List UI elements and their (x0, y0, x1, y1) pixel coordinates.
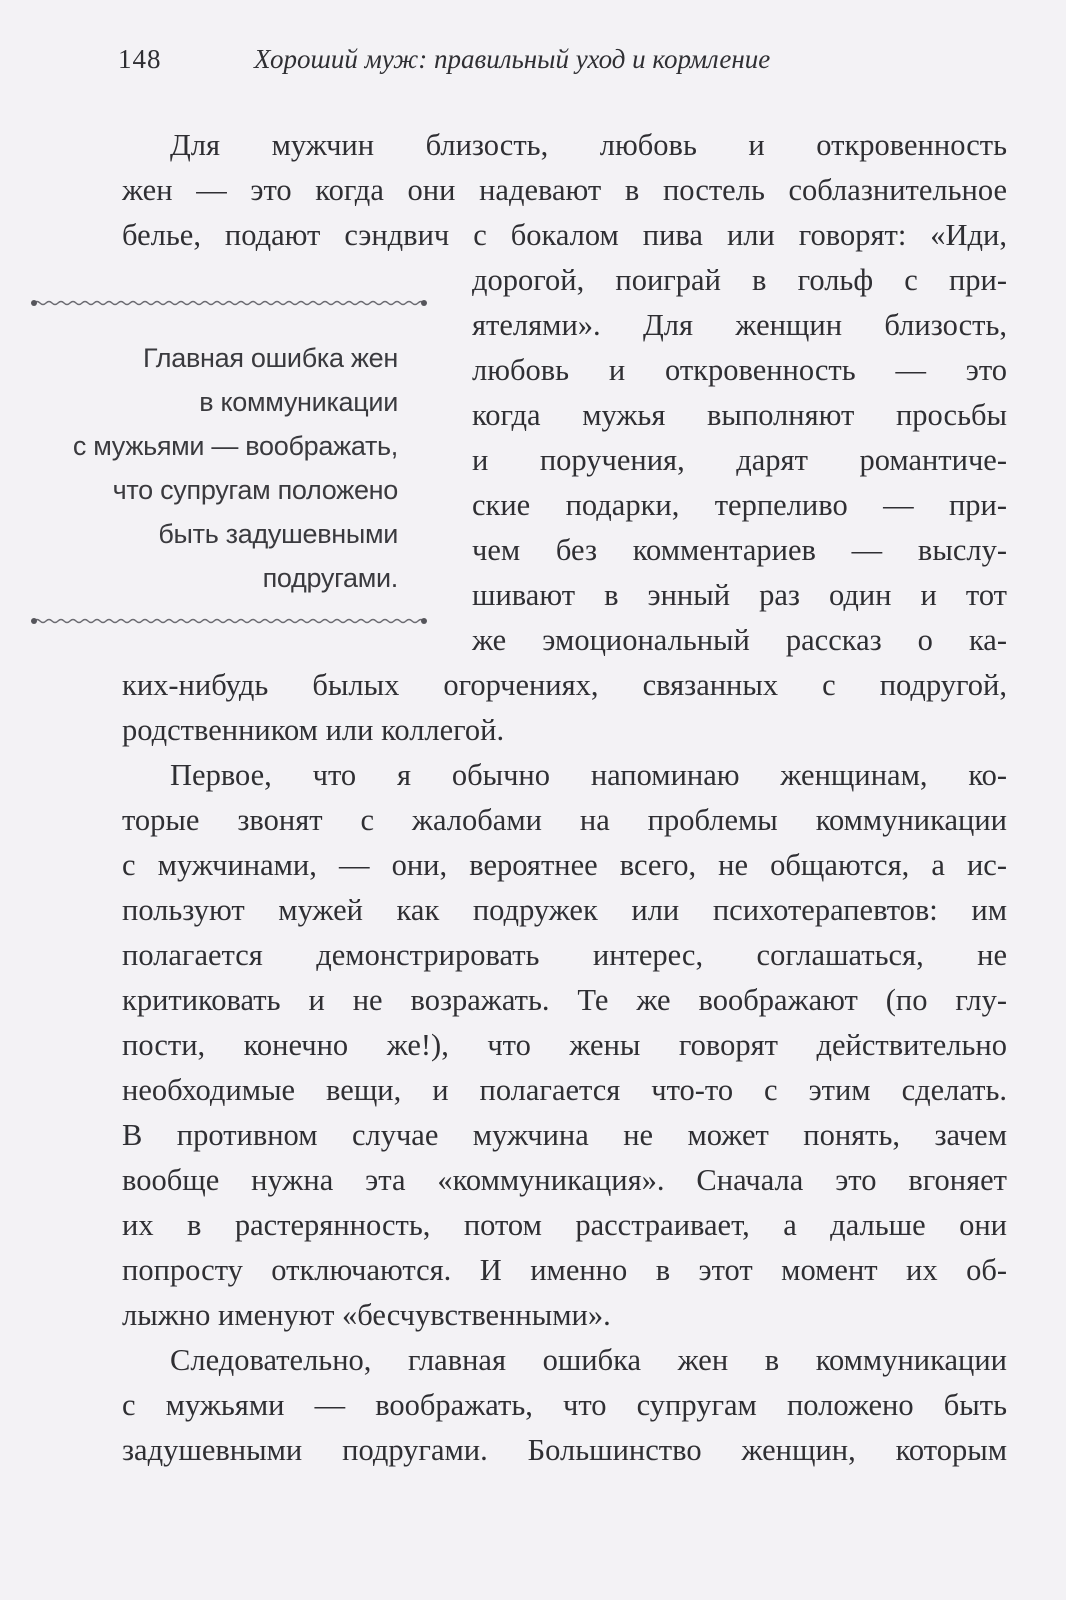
body-line: же эмоциональный рассказ о ка- (472, 623, 1007, 657)
body-line: и поручения, дарят романтиче- (472, 443, 1007, 477)
pull-quote-line: в коммуникации (199, 387, 398, 417)
body-line: с мужьями — воображать, что супругам положено быть (122, 1388, 1007, 1422)
body-line: любовь и откровенность — это (472, 353, 1007, 387)
page-number: 148 (118, 44, 162, 74)
running-header (118, 44, 998, 84)
body-line: ких-нибудь былых огорчениях, связанных с подругой, (122, 668, 1007, 702)
body-line: вообще нужна эта «коммуникация». Сначала это вгоняет (122, 1163, 1007, 1197)
pull-quote-line: быть задушевными (158, 519, 398, 549)
body-line: Первое, что я обычно напоминаю женщинам, ко- (170, 758, 1007, 792)
body-line: задушевными подругами. Большинство женщин, которым (122, 1433, 1007, 1467)
body-line: Для мужчин близость, любовь и откровенность (170, 128, 1007, 162)
ornamental-rule (30, 616, 428, 626)
body-line: чем без комментариев — выслу- (472, 533, 1007, 567)
body-line: пости, конечно же!), что жены говорят действительно (122, 1028, 1007, 1062)
body-line: дорогой, поиграй в гольф с при- (472, 263, 1007, 297)
body-line: белье, подают сэндвич с бокалом пива или говорят: «Иди, (122, 218, 1007, 252)
pull-quote-line: подругами. (262, 563, 398, 593)
running-title: Хороший муж: правильный уход и кормление (254, 44, 771, 74)
body-line: ятелями». Для женщин близость, (472, 308, 1007, 342)
pull-quote (30, 298, 428, 630)
pull-quote-line: Главная ошибка жен (142, 343, 398, 373)
body-line: необходимые вещи, и полагается что-то с этим сделать. (122, 1073, 1007, 1107)
body-line: ские подарки, терпеливо — при- (472, 488, 1007, 522)
body-line: полагается демонстрировать интерес, соглашаться, не (122, 938, 1007, 972)
pull-quote-line: с мужьями — воображать, (72, 431, 398, 461)
body-line: попросту отключаются. И именно в этот момент их об- (122, 1253, 1007, 1287)
body-line: лыжно именуют «бесчувственными». (122, 1298, 611, 1332)
body-line: жен — это когда они надевают в постель соблазнительное (122, 173, 1007, 207)
body-line: торые звонят с жалобами на проблемы коммуникации (122, 803, 1007, 837)
body-line: их в растерянность, потом расстраивает, а дальше они (122, 1208, 1007, 1242)
body-line: шивают в энный раз один и тот (472, 578, 1007, 612)
body-line: пользуют мужей как подружек или психотерапевтов: им (122, 893, 1007, 927)
pull-quote-line: что супругам положено (112, 475, 398, 505)
body-line: Следовательно, главная ошибка жен в коммуникации (170, 1343, 1007, 1377)
body-line: с мужчинами, — они, вероятнее всего, не общаются, а ис- (122, 848, 1007, 882)
body-line: критиковать и не возражать. Те же воображают (по глу- (122, 983, 1007, 1017)
body-line: родственником или коллегой. (122, 713, 505, 747)
body-line: когда мужья выполняют просьбы (472, 398, 1007, 432)
body-line: В противном случае мужчина не может понять, зачем (122, 1118, 1007, 1152)
ornamental-rule (30, 298, 428, 308)
